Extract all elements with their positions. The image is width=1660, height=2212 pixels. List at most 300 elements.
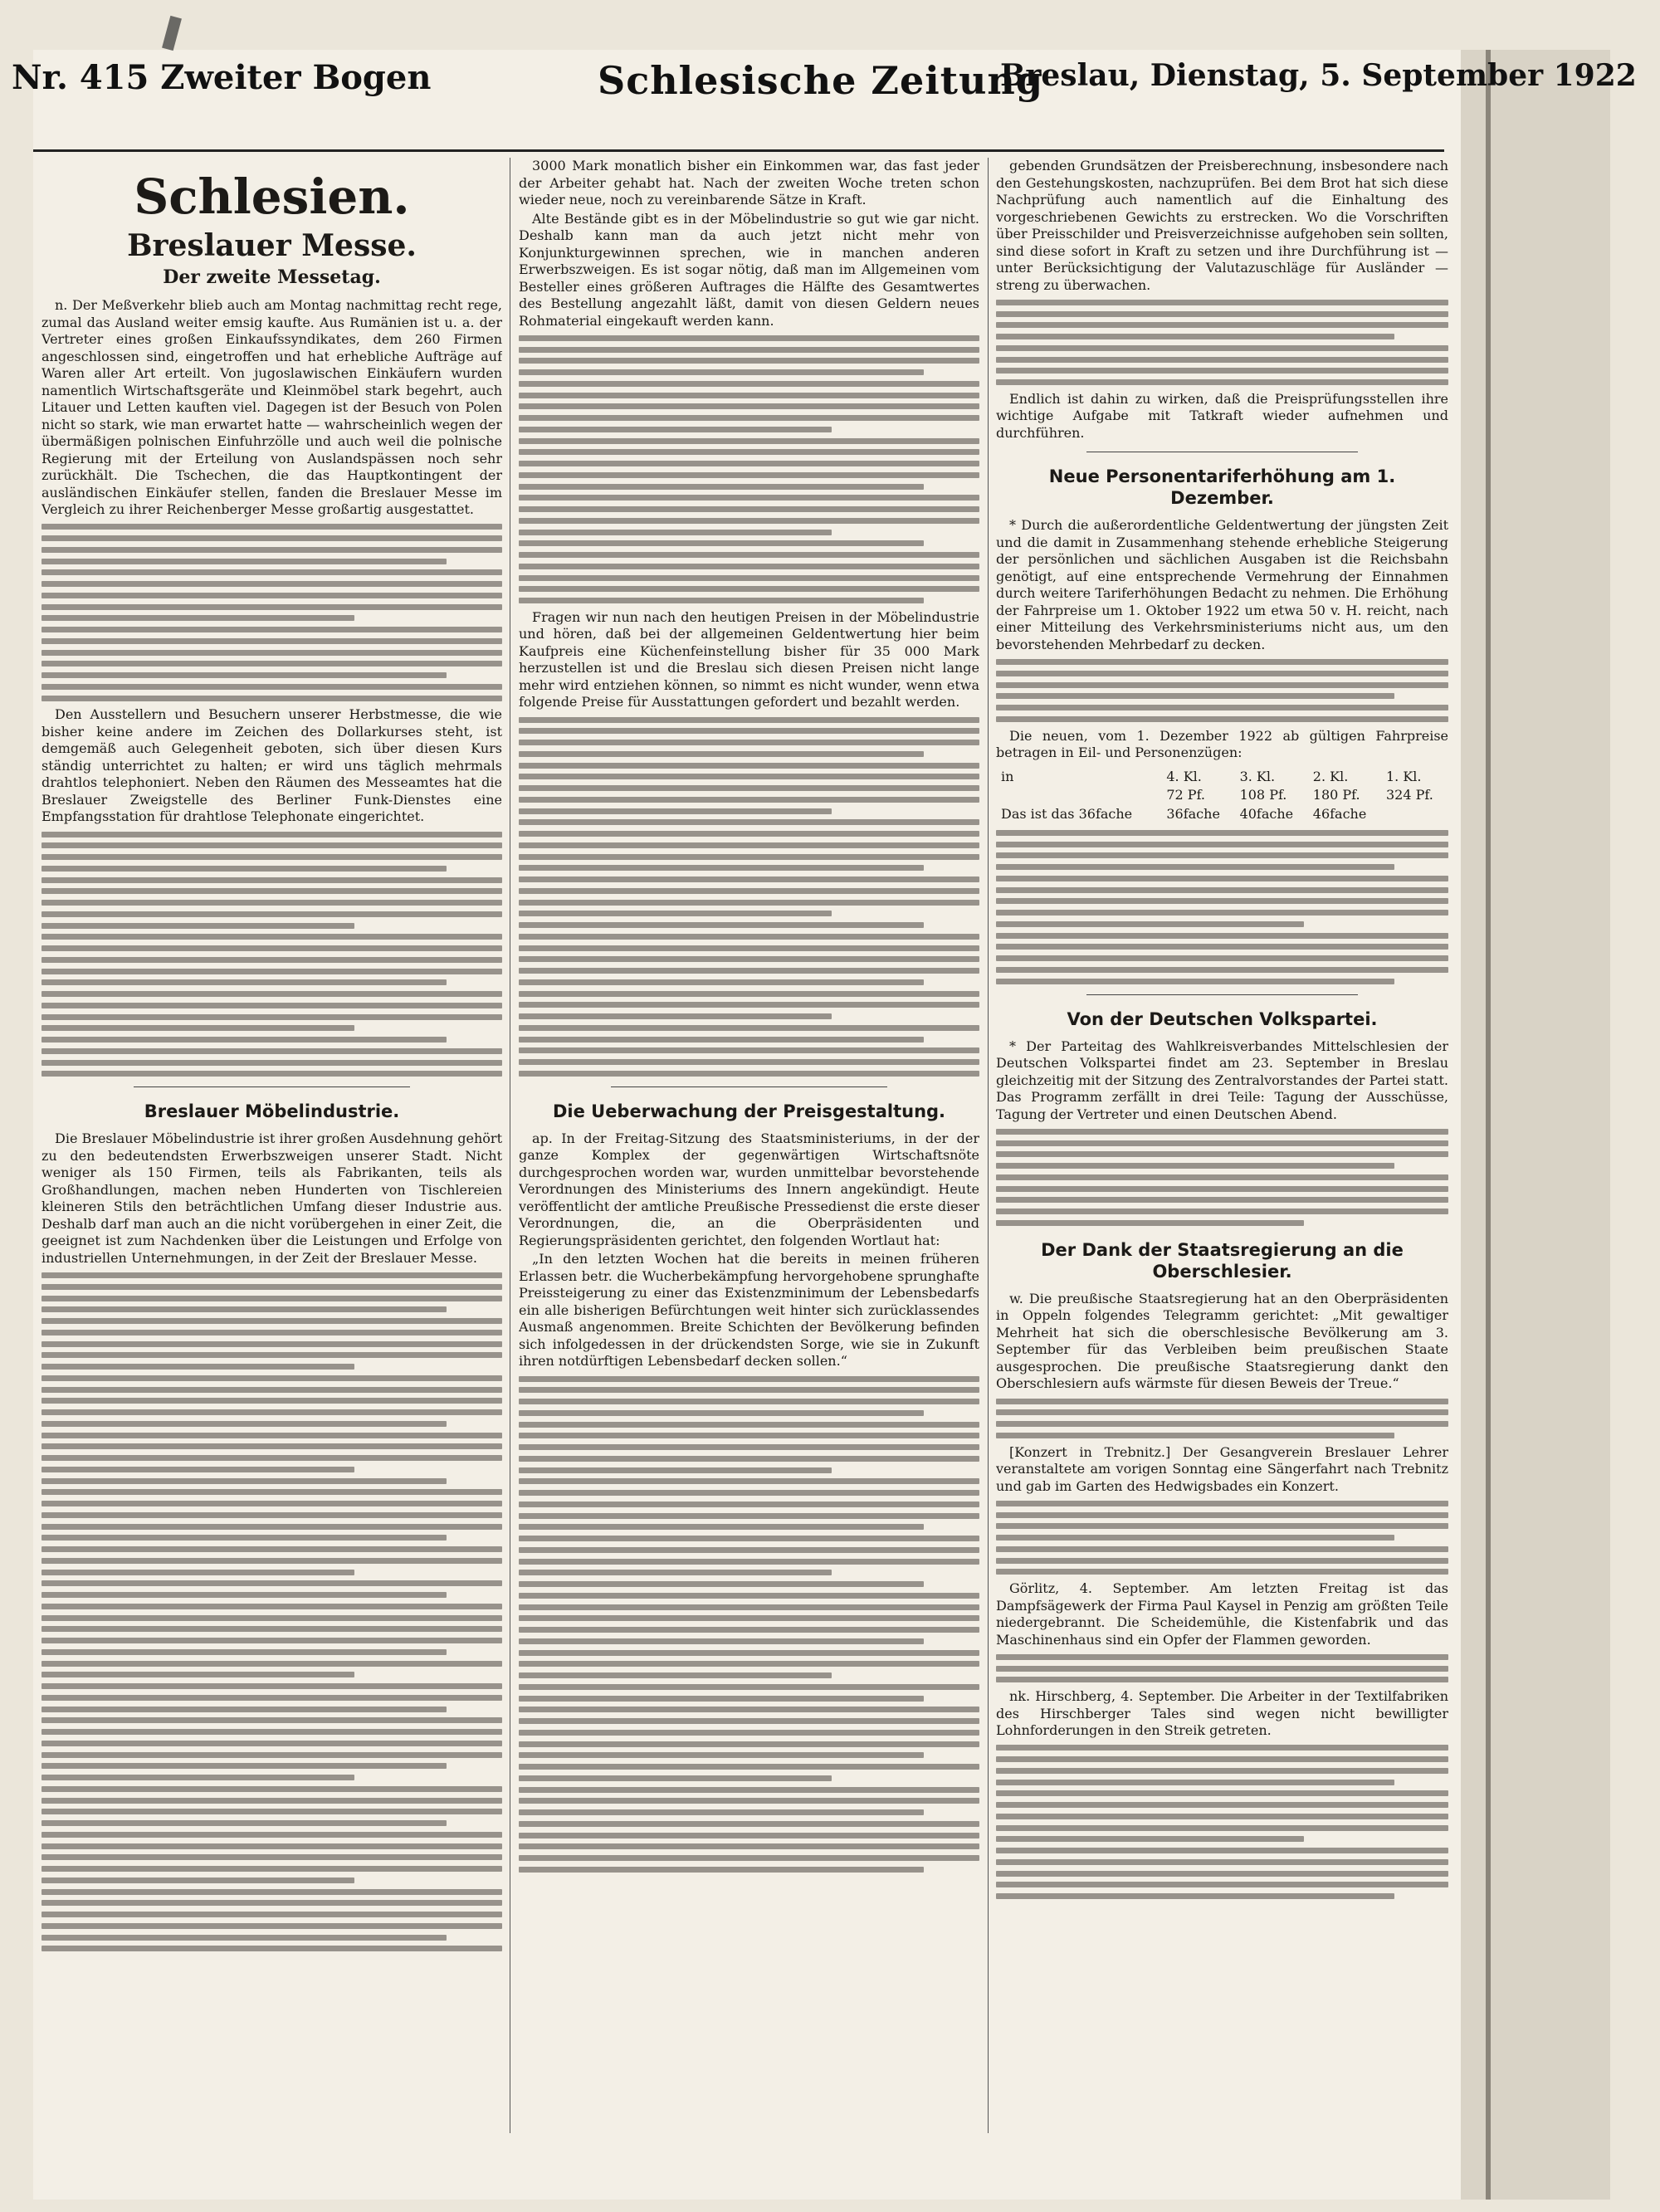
article-paragraph: n. Der Meßverkehr blieb auch am Montag nachmittag recht rege, zumal das Ausland weiter emsig kaufte. Aus Rumänien ist u. a. der Vertreter eines großen Einkaufssyndikates, dem 260 Firmen angeschlossen sind, eingetroffen und hat erhebliche Aufträge auf Waren aller Art erteilt. Von jugoslawischen Einkäufern wurden namentlich Wirtschaftsgeräte und Kleinmöbel stark begehrt, auch Litauer und Letten kauften viel. Dagegen ist der Besuch von Polen nicht so stark, wie man erwartet hatte — wahrscheinlich wegen der übermäßigen polnischen Einfuhrzölle und auch weil die polnische Regierung mit der Erteilung von Auslandspässen noch sehr zurückhält. Die Tschechen, die das Hauptkontingent der ausländischen Einkäufer stellen, fanden die Breslauer Messe im Vergleich zu ihrer Reichenberger Messe großartig ausgestattet.: [42, 297, 502, 517]
text-line: [42, 1878, 354, 1883]
text-block: [519, 1376, 979, 1873]
text-line: [42, 1580, 502, 1586]
text-line: [519, 1376, 979, 1382]
text-line: [519, 728, 979, 734]
text-line: [42, 547, 502, 553]
text-line: [42, 684, 502, 690]
text-line: [996, 1677, 1448, 1682]
text-line: [42, 866, 447, 872]
table-cell: 40fache: [1239, 805, 1294, 822]
text-line: [996, 1501, 1448, 1506]
text-line: [519, 1547, 979, 1553]
text-line: [996, 693, 1394, 699]
text-line: [996, 1790, 1448, 1796]
text-line: [996, 322, 1448, 328]
text-line: [519, 1524, 924, 1530]
place-date: Breslau, Dienstag, 5. September 1922: [1000, 58, 1637, 93]
text-block: [519, 335, 979, 603]
text-line: [996, 716, 1448, 722]
article-paragraph: Alte Bestände gibt es in der Möbelindustrie so gut wie gar nicht. Deshalb kann man da auch jetzt nicht mehr von Konjunkturgewinnen sprechen, wie in manchen anderen Erwerbszweigen. Es ist sogar nötig, daß man im Allgemeinen vom Besteller eines größeren Auftrages die Hälfte des Gesamtwertes des Bestellung angezahlt läßt, damit von diesen Geldern neues Rohmaterial eingekauft werden kann.: [519, 210, 979, 329]
text-line: [42, 1048, 502, 1054]
article-title: Neue Personentariferhöhung am 1. Dezember.: [1048, 466, 1396, 509]
text-line: [42, 1512, 502, 1518]
text-line: [42, 1683, 502, 1689]
text-line: [996, 830, 1448, 836]
text-line: [42, 1272, 502, 1278]
text-line: [42, 923, 354, 929]
text-line: [519, 1071, 979, 1077]
text-line: [519, 358, 979, 364]
text-line: [996, 1745, 1448, 1751]
text-line: [519, 1752, 924, 1758]
text-line: [519, 1536, 979, 1541]
column-rule: [988, 158, 989, 2133]
text-line: [42, 1752, 502, 1758]
text-line: [996, 944, 1448, 950]
text-line: [996, 1558, 1448, 1564]
text-line: [519, 1867, 924, 1873]
text-line: [519, 785, 979, 791]
text-line: [519, 1513, 979, 1519]
text-line: [519, 1730, 979, 1736]
text-line: [519, 968, 979, 974]
text-line: [42, 1741, 502, 1746]
text-line: [42, 1409, 502, 1415]
text-line: [996, 1654, 1448, 1660]
text-line: [519, 575, 979, 581]
article-paragraph: nk. Hirschberg, 4. September. Die Arbeiter in der Textilfabriken des Hirschberger Tales sind wegen nicht bewilligter Lohnforderungen in den Streik getreten.: [996, 1688, 1448, 1738]
text-line: [42, 1866, 502, 1872]
text-line: [42, 569, 502, 575]
separator: [134, 1086, 410, 1087]
text-line: [519, 854, 979, 860]
text-line: [42, 969, 502, 974]
text-line: [996, 368, 1448, 374]
column-2: [519, 158, 979, 2133]
text-line: [42, 1037, 447, 1043]
text-block: [996, 300, 1448, 385]
separator: [611, 1086, 887, 1087]
text-line: [996, 1848, 1448, 1853]
text-line: [519, 335, 979, 341]
text-line: [996, 379, 1448, 385]
text-block: [996, 1399, 1448, 1438]
text-line: [519, 1002, 979, 1008]
table-row: [998, 787, 1447, 804]
text-line: [42, 1717, 502, 1723]
text-line: [42, 1604, 502, 1609]
article-paragraph: gebenden Grundsätzen der Preisberechnung, insbesondere nach den Gestehungskosten, nachzuprüfen. Bei dem Brot hat sich diese Nachprüfung auch namentlich auf die Einhaltung des vorgeschriebenen Gewichts zu erstrecken. Wo die Vorschriften über Preisschilder und Preisverzeichnisse aufgehoben sein sollten, sind diese sofort in Kraft zu setzen und ihre Durchführung ist — unter Berücksichtigung der Valutazuschläge für Ausländer — streng zu überwachen.: [996, 158, 1448, 293]
text-line: [42, 945, 502, 951]
text-line: [519, 1570, 832, 1575]
text-line: [519, 598, 924, 603]
text-line: [996, 1569, 1448, 1575]
text-line: [519, 1650, 979, 1656]
text-line: [519, 1764, 979, 1770]
table-cell: 324 Pf.: [1385, 787, 1433, 803]
text-line: [519, 1787, 979, 1793]
text-line: [42, 1661, 502, 1667]
text-line: [42, 1626, 502, 1632]
table-cell: 1. Kl.: [1385, 768, 1422, 784]
text-line: [996, 1209, 1448, 1214]
text-line: [519, 369, 924, 375]
article-title: Der Dank der Staatsregierung an die Oberschlesier.: [1041, 1239, 1404, 1282]
text-line: [42, 1546, 502, 1552]
ink-mark: [162, 16, 182, 51]
text-line: [42, 888, 502, 894]
text-line: [519, 717, 979, 723]
text-line: [996, 659, 1448, 665]
text-line: [42, 1570, 354, 1575]
table-cell: 46fache: [1312, 805, 1367, 822]
text-line: [996, 311, 1448, 317]
text-line: [519, 1422, 979, 1428]
text-line: [519, 1490, 979, 1496]
text-line: [519, 1478, 979, 1484]
text-line: [42, 1443, 502, 1449]
text-line: [519, 506, 979, 512]
text-line: [42, 1649, 447, 1655]
text-line: [519, 347, 979, 353]
text-line: [42, 900, 502, 906]
text-line: [996, 1151, 1448, 1157]
text-line: [996, 1859, 1448, 1865]
table-cell: 36fache: [1166, 805, 1220, 822]
text-line: [42, 911, 502, 917]
table-cell: Das ist das 36fache: [1001, 805, 1133, 822]
text-block: [42, 832, 502, 1077]
article-paragraph: w. Die preußische Staatsregierung hat an den Oberpräsidenten in Oppeln folgendes Telegramm gerichtet: „Mit gewaltiger Mehrheit hat sich die oberschlesische Bevölkerung am 3. September für das Verbleiben beim preußischen Staate ausgesprochen. Die preußische Staatsregierung dankt den Oberschlesiern aufs wärmste für diesen Beweis der Treue.“: [996, 1290, 1448, 1392]
text-line: [996, 1186, 1448, 1192]
text-line: [42, 1306, 447, 1312]
text-line: [42, 1003, 502, 1008]
text-line: [42, 1296, 502, 1301]
text-line: [519, 1604, 979, 1610]
article-paragraph: * Durch die außerordentliche Geldentwertung der jüngsten Zeit und die damit in Zusammenhang stehende erhebliche Steigerung der persönlichen und sächlichen Ausgaben ist die Reichsbahn genötigt, auf eine entsprechende Vermehrung der Einnahmen durch weitere Tariferhöhungen Bedacht zu nehmen. Die Erhöhung der Fahrpreise um 1. Oktober 1922 um etwa 50 v. H. reicht, nach einer Mitteilung des Verkehrsministeriums nicht aus, um den bevorstehenden Mehrbedarf zu decken.: [996, 517, 1448, 652]
text-line: [519, 1047, 979, 1053]
text-line: [519, 530, 832, 535]
text-line: [519, 1502, 979, 1507]
text-line: [42, 1820, 447, 1826]
text-line: [519, 1013, 832, 1019]
article-title: Breslauer Messe.: [127, 228, 417, 263]
text-line: [996, 979, 1394, 984]
text-line: [519, 1638, 924, 1644]
text-line: [42, 559, 447, 564]
text-line: [519, 1387, 979, 1393]
text-line: [519, 1672, 832, 1678]
text-line: [996, 1780, 1394, 1785]
text-line: [42, 1364, 354, 1370]
text-block: [996, 1501, 1448, 1575]
fare-table: [996, 767, 1448, 825]
text-line: [42, 1341, 502, 1347]
text-line: [42, 1843, 502, 1849]
text-line: [996, 705, 1448, 710]
text-line: [42, 1060, 502, 1066]
text-line: [42, 832, 502, 837]
text-line: [996, 1871, 1448, 1877]
text-line: [996, 1421, 1448, 1427]
text-line: [996, 1174, 1448, 1180]
text-line: [996, 1756, 1448, 1762]
table-cell: 108 Pf.: [1239, 787, 1287, 803]
table-cell: [1383, 806, 1447, 823]
column-3: [996, 158, 1448, 2133]
text-line: [42, 1375, 502, 1381]
article-paragraph: [Konzert in Trebnitz.] Der Gesangverein Breslauer Lehrer veranstaltete am vorigen Sonntag eine Sängerfahrt nach Trebnitz und gab im Garten des Hedwigsbades ein Konzert.: [996, 1443, 1448, 1494]
text-line: [519, 740, 979, 745]
text-line: [519, 449, 979, 455]
text-line: [996, 910, 1448, 916]
text-line: [996, 1825, 1448, 1831]
text-line: [519, 461, 979, 466]
text-line: [42, 1455, 502, 1461]
text-line: [42, 1433, 502, 1438]
text-line: [996, 1535, 1394, 1541]
text-line: [42, 672, 447, 678]
text-line: [519, 1855, 979, 1861]
text-block: [996, 659, 1448, 722]
text-line: [996, 1523, 1448, 1529]
text-line: [519, 1467, 832, 1473]
text-line: [519, 842, 979, 848]
text-line: [519, 1843, 979, 1849]
text-line: [42, 1489, 502, 1495]
text-line: [42, 1638, 502, 1643]
text-line: [996, 1666, 1448, 1672]
table-cell: 72 Pf.: [1166, 787, 1206, 803]
text-line: [519, 1707, 979, 1712]
section-title: Schlesien.: [134, 168, 410, 225]
table-cell: in: [1001, 768, 1014, 784]
text-line: [42, 1946, 502, 1951]
text-line: [519, 381, 979, 387]
text-line: [42, 877, 502, 883]
text-line: [519, 1559, 979, 1565]
column-1: [42, 158, 502, 2133]
text-line: [519, 956, 979, 962]
newspaper-title: Schlesische Zeitung: [598, 58, 1044, 103]
text-line: [42, 1467, 354, 1472]
text-line: [996, 357, 1448, 363]
issue-number: Nr. 415 Zweiter Bogen: [12, 58, 432, 97]
text-line: [519, 586, 979, 592]
table-cell: [998, 787, 1161, 804]
text-line: [42, 1535, 447, 1541]
text-block: [42, 1272, 502, 1951]
text-line: [519, 1684, 979, 1690]
text-line: [519, 763, 979, 769]
text-line: [42, 934, 502, 940]
text-line: [519, 979, 924, 985]
text-line: [42, 1387, 502, 1393]
article-paragraph: Görlitz, 4. September. Am letzten Freitag ist das Dampfsägewerk der Firma Paul Kaysel in Penzig am größten Teile niedergebrannt. Die Scheidemühle, die Kistenfabrik und das Maschinenhaus sind ein Opfer der Flammen geworden.: [996, 1580, 1448, 1648]
text-line: [519, 1718, 979, 1724]
text-line: [42, 535, 502, 541]
text-line: [519, 1627, 979, 1633]
text-line: [42, 1889, 502, 1895]
article-title: Die Ueberwachung der Preisgestaltung.: [552, 1101, 946, 1121]
text-line: [519, 1775, 832, 1781]
text-line: [996, 967, 1448, 973]
text-line: [42, 593, 502, 598]
text-block: [996, 830, 1448, 984]
text-line: [42, 1695, 502, 1701]
text-line: [996, 1409, 1448, 1415]
text-line: [42, 1775, 354, 1780]
text-line: [996, 1163, 1394, 1169]
text-line: [519, 945, 979, 951]
text-line: [996, 876, 1448, 881]
text-line: [996, 933, 1448, 939]
article-paragraph: ap. In der Freitag-Sitzung des Staatsministeriums, in der der ganze Komplex der gegenwärtigen Wirtschaftsnöte durchgesprochen worden war, wurden unmittelbar bevorstehende Verordnungen des Ministeriums des Innern angekündigt. Heute veröffentlicht der amtliche Preußische Pressedienst die erste dieser Verordnungen, die, an die Oberpräsidenten und Regierungspräsidenten gerichtet, den folgenden Wortlaut hat:: [519, 1130, 979, 1248]
text-line: [519, 1593, 979, 1599]
text-line: [42, 1809, 502, 1814]
text-line: [42, 1398, 502, 1404]
text-line: [519, 1741, 979, 1747]
text-line: [996, 852, 1448, 858]
text-line: [519, 1798, 979, 1804]
text-line: [42, 1763, 447, 1769]
text-line: [996, 1220, 1304, 1226]
text-block: [996, 1129, 1448, 1226]
table-cell: 180 Pf.: [1312, 787, 1360, 803]
text-line: [519, 774, 979, 779]
text-line: [519, 1037, 924, 1043]
text-line: [519, 1661, 979, 1667]
text-line: [42, 1923, 502, 1929]
text-line: [996, 1399, 1448, 1404]
text-line: [519, 1025, 979, 1031]
text-line: [519, 876, 979, 882]
article-paragraph: Die Breslauer Möbelindustrie ist ihrer großen Ausdehnung gehört zu den bedeutendsten Erwerbszweigen unserer Stadt. Nicht weniger als 150 Firmen, teils als Fabrikanten, teils als Großhandlungen, machen neben Hunderten von Tischlereien kleineren Stils den beträchtlichen Umfang dieser Industrie aus. Deshalb darf man auch an die nicht vorübergehen in einer Zeit, die geeignet ist zum Nachdenken über die Leistungen und Erfolge von industriellen Unternehmungen, in der Zeit der Breslauer Messe.: [42, 1130, 502, 1266]
text-line: [996, 682, 1448, 688]
text-line: [519, 819, 979, 825]
text-line: [996, 1433, 1394, 1438]
text-line: [519, 495, 979, 501]
table-cell: 3. Kl.: [1239, 768, 1276, 784]
text-line: [42, 604, 502, 610]
text-line: [42, 1615, 502, 1621]
text-line: [42, 1558, 502, 1564]
text-line: [519, 1615, 979, 1621]
text-line: [42, 1501, 502, 1506]
table-row: [998, 769, 1447, 786]
text-line: [42, 627, 502, 632]
text-line: [996, 300, 1448, 305]
text-line: [996, 345, 1448, 351]
masthead-rule: [33, 149, 1444, 152]
text-line: [42, 524, 502, 530]
text-line: [42, 1900, 502, 1906]
text-line: [42, 1014, 502, 1020]
article-paragraph: Den Ausstellern und Besuchern unserer Herbstmesse, die wie bisher keine andere im Zeichen des Dollarkurses steht, ist demgemäß auch Gelegenheit geboten, sich über diesen Kurs ständig unterrichtet zu halten; er wird uns täglich mehrmals drahtlos telephoniert. Neben den Räumen des Messeamtes hat die Breslauer Zweigstelle des Berliner Funk-Dienstes eine Empfangsstation für drahtlose Telephonate eingerichtet.: [42, 706, 502, 825]
text-line: [996, 921, 1304, 927]
text-line: [42, 1832, 502, 1838]
table-cell: 2. Kl.: [1312, 768, 1349, 784]
text-block: [996, 1745, 1448, 1899]
text-line: [996, 671, 1448, 676]
text-line: [519, 934, 979, 940]
text-line: [519, 427, 832, 432]
text-line: [42, 1672, 354, 1677]
text-block: [519, 717, 979, 1077]
text-line: [42, 581, 502, 587]
text-line: [519, 1444, 979, 1450]
text-block: [996, 1654, 1448, 1683]
text-line: [42, 957, 502, 963]
text-line: [519, 900, 979, 906]
text-line: [519, 911, 832, 916]
article-paragraph: „In den letzten Wochen hat die bereits in meinen früheren Erlassen betr. die Wucherbekämpfung hervorgehobene sprunghafte Preissteigerung zu einer das Existenzminimum der Lebensbedarfs ein alle bisherigen Befürchtungen weit hinter sich zurücklassendes Ausmaß angenommen. Breite Schichten der Bevölkerung befinden sich infolgedessen in der drückendsten Sorge, wie sie in Zukunft ihren notdürftigen Lebensbedarf decken sollen.“: [519, 1251, 979, 1370]
text-line: [42, 1478, 447, 1484]
article-paragraph: Fragen wir nun nach den heutigen Preisen in der Möbelindustrie und hören, daß bei der allgemeinen Geldentwertung hier beim Kaufpreis eine Küchenfeinstellung bisher für 35 000 Mark herzustellen ist und die Breslau sich diesen Preisen nicht lange mehr wird entziehen können, so nimmt es nicht wunder, wenn etwa folgende Preise für Ausstattungen gefordert und bezahlt werden.: [519, 608, 979, 710]
text-line: [519, 808, 832, 814]
text-line: [996, 1129, 1448, 1135]
text-line: [996, 1836, 1304, 1842]
text-line: [519, 922, 924, 928]
text-line: [519, 1433, 979, 1438]
text-line: [519, 1410, 924, 1416]
text-line: [42, 650, 502, 656]
text-block: [42, 524, 502, 701]
text-line: [996, 1140, 1448, 1146]
text-line: [996, 1882, 1448, 1887]
text-line: [996, 898, 1448, 904]
table-row: [998, 806, 1447, 823]
text-line: [42, 1352, 502, 1358]
text-line: [996, 1546, 1448, 1552]
text-line: [42, 1912, 502, 1917]
text-line: [42, 1729, 502, 1735]
text-line: [42, 1854, 502, 1860]
text-line: [42, 1524, 502, 1530]
text-line: [519, 831, 979, 837]
text-line: [519, 472, 979, 478]
text-line: [519, 1456, 979, 1462]
text-line: [519, 564, 979, 569]
text-line: [42, 1284, 502, 1290]
text-line: [996, 887, 1448, 893]
article-title: Von der Deutschen Volkspartei.: [1067, 1008, 1378, 1029]
text-line: [996, 1768, 1448, 1774]
text-line: [519, 751, 924, 757]
text-line: [519, 865, 924, 871]
text-line: [519, 888, 979, 894]
article-paragraph: 3000 Mark monatlich bisher ein Einkommen war, das fast jeder der Arbeiter gehabt hat. Nach der zweiten Woche treten schon wieder neue, noch zu vereinbarende Sätze in Kraft.: [519, 158, 979, 208]
text-line: [519, 1399, 979, 1404]
article-paragraph: * Der Parteitag des Wahlkreisverbandes Mittelschlesien der Deutschen Volkspartei findet am 23. September in Breslau gleichzeitig mit der Sitzung des Zentralvorstandes der Partei statt. Das Programm zerfällt in drei Teile: Tagung der Ausschüsse, Tagung der Vertreter und einen Deutschen Abend.: [996, 1038, 1448, 1122]
separator: [1086, 994, 1358, 995]
text-line: [42, 1707, 447, 1712]
text-line: [519, 1833, 979, 1838]
text-line: [519, 540, 924, 546]
text-line: [42, 842, 502, 848]
text-line: [996, 1512, 1448, 1518]
text-line: [42, 1071, 502, 1077]
text-line: [996, 955, 1448, 961]
text-line: [42, 1421, 447, 1427]
text-line: [42, 1318, 502, 1324]
text-line: [519, 991, 979, 997]
text-line: [519, 415, 979, 421]
text-line: [519, 438, 979, 444]
text-line: [996, 1893, 1394, 1899]
text-line: [42, 615, 354, 621]
text-line: [42, 1592, 447, 1598]
